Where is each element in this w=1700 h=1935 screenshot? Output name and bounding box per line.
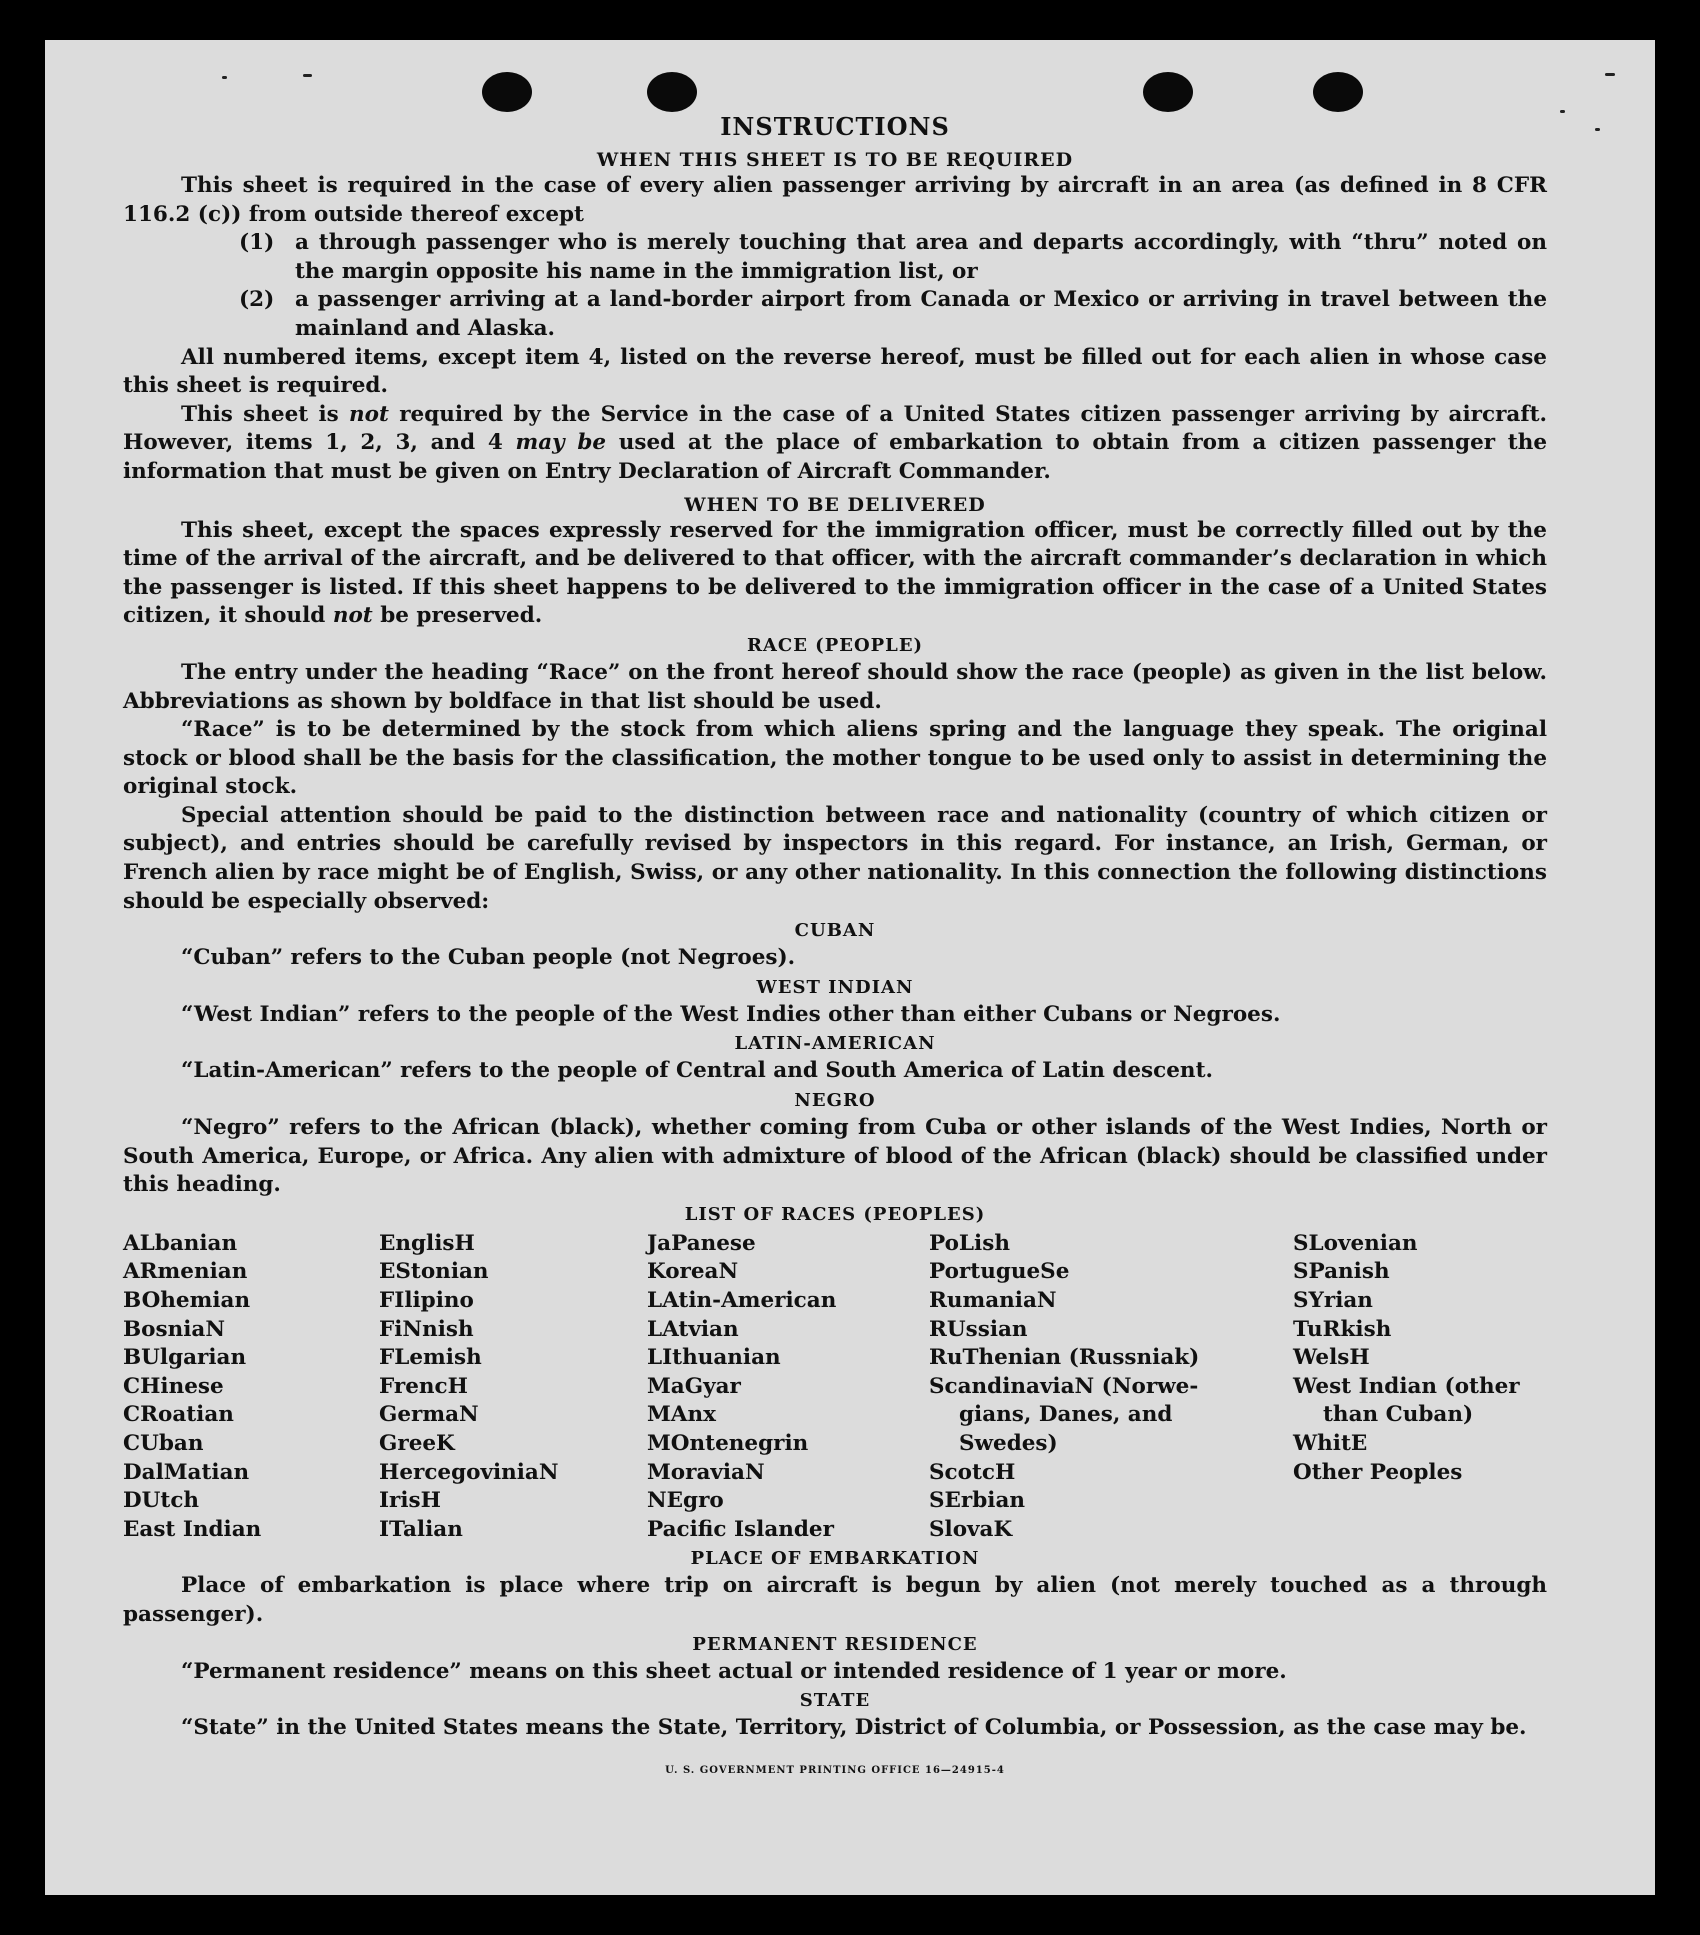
race-item: ALbanian [123, 1230, 238, 1256]
printer-imprint: U. S. GOVERNMENT PRINTING OFFICE 16—24915-4 [665, 1764, 1005, 1776]
numbered-item [239, 229, 1547, 286]
punch-hole [482, 72, 532, 112]
item-number: (2) [239, 287, 275, 313]
paragraph: All numbered items, except item 4, listed on the reverse hereof, must be filled out for each alien in whose case this sheet is required. [123, 344, 1547, 399]
race-item: SYrian [1293, 1288, 1373, 1313]
race-item: NEgro [647, 1488, 724, 1514]
race-item: East Indian [123, 1516, 262, 1542]
race-item: KoreaN [647, 1259, 739, 1285]
race-list [123, 1230, 1547, 1545]
race-column [647, 1230, 929, 1545]
text-run: used at the place of embarkation to obtain from a citizen passenger the information that must be given on Entry Declaration of Aircraft Commander. [123, 430, 1548, 484]
race-item: LAtvian [647, 1316, 739, 1342]
item-text: a passenger arriving at a land-border airport from Canada or Mexico or arriving in travel between the mainland and Alaska. [295, 287, 1547, 341]
race-item: ScotcH [929, 1459, 1016, 1485]
race-item: MAnx [647, 1402, 716, 1428]
section-heading: PLACE OF EMBARKATION [690, 1548, 980, 1570]
emphasis: not [332, 603, 373, 629]
race-item: PoLish [929, 1230, 1010, 1256]
speck [1560, 110, 1565, 113]
race-item: MaGyar [647, 1373, 741, 1399]
paragraph: Place of embarkation is place where trip on aircraft is begun by alien (not merely touched as a through passenger). [123, 1573, 1547, 1627]
paragraph: Special attention should be paid to the distinction between race and nationality (country of which citizen or subject), and entries should be carefully revised by inspectors in this regard. For instance, an Irish, German, or French alien by race might be of English, Swiss, or any other nationality. In this connection the following distinctions should be especially observed: [123, 802, 1547, 914]
race-item: DalMatian [123, 1459, 250, 1485]
race-item: FIlipino [379, 1288, 474, 1313]
race-item: DUtch [123, 1488, 200, 1514]
race-item: CRoatian [123, 1402, 234, 1428]
race-item: GreeK [379, 1430, 455, 1456]
race-item: JaPanese [647, 1230, 756, 1256]
race-item: ARmenian [123, 1259, 248, 1285]
race-item-continuation: than Cuban) [1323, 1402, 1474, 1428]
section-heading: CUBAN [794, 920, 876, 942]
race-item: RuThenian (Russniak) [929, 1345, 1200, 1371]
paragraph: “West Indian” refers to the people of the West Indies other than either Cubans or Negroes. [181, 1001, 1281, 1027]
race-item: FLemish [379, 1345, 482, 1371]
race-item: IrisH [379, 1488, 441, 1514]
race-item: Pacific Islander [647, 1516, 834, 1542]
speck [303, 74, 312, 77]
section-heading: WHEN THIS SHEET IS TO BE REQUIRED [596, 149, 1074, 171]
race-column [1293, 1230, 1547, 1545]
race-item: BOhemian [123, 1288, 251, 1313]
race-item: West Indian (other [1293, 1373, 1520, 1399]
race-item: SlovaK [929, 1516, 1013, 1542]
speck [1605, 73, 1615, 76]
section-heading: LATIN-AMERICAN [734, 1033, 936, 1055]
text-run: required by the Service in the case of a United States citizen passenger arriving by aircraft. However, items 1, 2, 3, and 4 [123, 401, 1547, 456]
text-run: be preserved. [372, 603, 543, 629]
section-heading: LIST OF RACES (PEOPLES) [684, 1203, 986, 1225]
race-item: SErbian [929, 1488, 1026, 1514]
paragraph: “Negro” refers to the African (black), whether coming from Cuba or other islands of the West Indies, North or South America, Europe, or Africa. Any alien with admixture of blood of the African (black) should be classified under this heading. [123, 1115, 1547, 1198]
page-title: INSTRUCTIONS [720, 112, 950, 141]
race-item: FrencH [379, 1373, 468, 1399]
race-item-continuation: Swedes) [959, 1430, 1058, 1456]
paragraph: “Latin-American” refers to the people of Central and South America of Latin descent. [181, 1058, 1213, 1084]
race-item: EnglisH [379, 1230, 475, 1256]
race-item: RUssian [929, 1316, 1028, 1342]
race-column [929, 1230, 1293, 1545]
item-number: (1) [239, 230, 275, 256]
section-heading: WEST INDIAN [756, 976, 914, 998]
punch-hole [1313, 72, 1363, 112]
race-item: GermaN [379, 1402, 479, 1428]
paragraph: “Cuban” refers to the Cuban people (not Negroes). [181, 945, 796, 971]
race-item: RumaniaN [929, 1288, 1057, 1313]
paragraph: This sheet is required in the case of every alien passenger arriving by aircraft in an area (as defined in 8 CFR 116.2 (c)) from outside thereof except [123, 173, 1547, 227]
race-item-continuation: gians, Danes, and [959, 1402, 1173, 1428]
race-item: PortugueSe [929, 1259, 1070, 1285]
emphasis: may be [515, 430, 607, 456]
race-item: CUban [123, 1430, 204, 1456]
speck [1595, 128, 1600, 131]
numbered-item [239, 286, 1547, 343]
paragraph: “State” in the United States means the State, Territory, District of Columbia, or Possession, as the case may be. [181, 1715, 1527, 1741]
text-run: This sheet is [181, 401, 350, 427]
race-item: CHinese [123, 1373, 224, 1399]
paragraph [123, 401, 1547, 487]
race-item: BUlgarian [123, 1345, 247, 1371]
race-item: WhitE [1293, 1430, 1368, 1456]
emphasis: not [349, 401, 389, 427]
section-heading: PERMANENT RESIDENCE [692, 1633, 978, 1655]
race-item: MOntenegrin [647, 1430, 809, 1456]
race-item: BosniaN [123, 1316, 225, 1342]
race-item: MoraviaN [647, 1459, 765, 1485]
paragraph: “Permanent residence” means on this sheet actual or intended residence of 1 year or more. [181, 1658, 1287, 1684]
section-heading: WHEN TO BE DELIVERED [684, 493, 986, 516]
race-item: FiNnish [379, 1316, 474, 1342]
punch-hole [647, 72, 697, 112]
race-item: WelsH [1293, 1345, 1370, 1371]
document-sheet [45, 40, 1655, 1895]
race-column [123, 1230, 379, 1545]
race-item: TuRkish [1293, 1316, 1392, 1342]
race-item: LAtin-American [647, 1288, 837, 1313]
race-item: EStonian [379, 1259, 489, 1285]
race-item: SPanish [1293, 1259, 1390, 1285]
instructions-content [123, 112, 1547, 1785]
race-item: LIthuanian [647, 1345, 781, 1371]
text-run: This sheet, except the spaces expressly reserved for the immigration officer, must be correctly filled out by the time of the arrival of the aircraft, and be delivered to that officer, with the aircraft commander’s declaration in which the passenger is listed. If this sheet happens to be delivered to the immigration officer in the case of a United States citizen, it should [123, 517, 1547, 629]
race-item: HercegoviniaN [379, 1459, 559, 1485]
paragraph [123, 517, 1547, 631]
section-heading: STATE [799, 1690, 871, 1712]
section-heading: RACE (PEOPLE) [746, 634, 924, 656]
punch-hole [1143, 72, 1193, 112]
race-item: ScandinaviaN (Norwe- [929, 1373, 1199, 1399]
section-heading: NEGRO [794, 1090, 876, 1112]
race-column [379, 1230, 647, 1545]
race-item: ITalian [379, 1516, 463, 1542]
paragraph: “Race” is to be determined by the stock from which aliens spring and the language they speak. The original stock or blood shall be the basis for the classification, the mother tongue to be used only to assist in determining the original stock. [123, 717, 1547, 800]
race-item: SLovenian [1293, 1230, 1418, 1256]
speck [222, 76, 227, 79]
paragraph: The entry under the heading “Race” on the front hereof should show the race (people) as given in the list below. Abbreviations as shown by boldface in that list should be used. [123, 659, 1547, 714]
race-item: Other Peoples [1293, 1459, 1463, 1485]
item-text: a through passenger who is merely touching that area and departs accordingly, with “thru” noted on the margin opposite his name in the immigration list, or [295, 230, 1547, 284]
